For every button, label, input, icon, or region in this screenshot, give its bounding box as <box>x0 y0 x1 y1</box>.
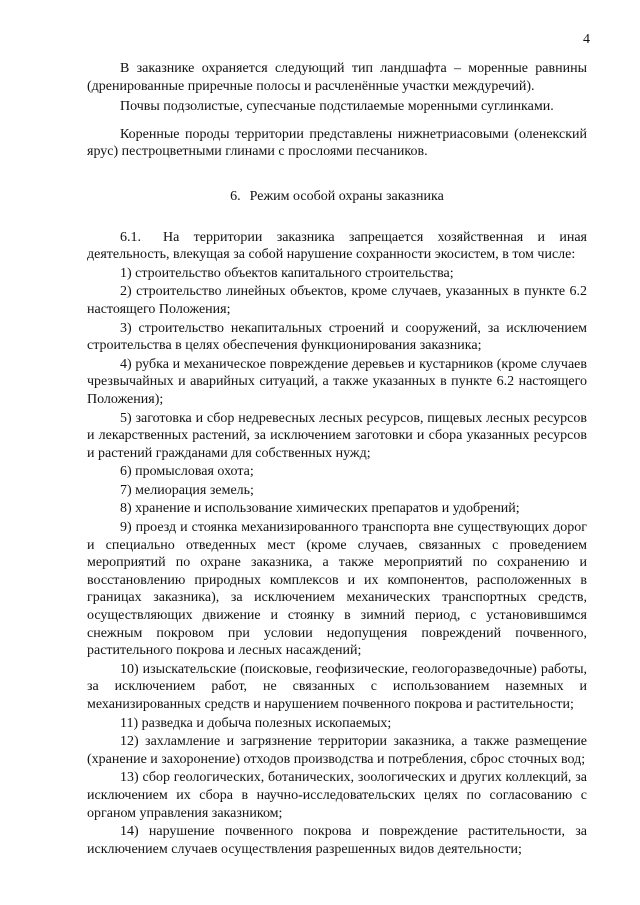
list-item: 1) строительство объектов капитального строительства; <box>120 265 454 281</box>
list-item: 9) проезд и стоянка механизированного транспорта вне существующих дорог и специально отведенных мест (кроме случаев, связанных с проведением мероприятий по охране заказника, а также мероприятий по сохранению и восстановлению природных комплексов и их компонентов, расположенных в границах заказника), за исключением механических транспортных средств, осуществляющих движение и стоянку в зимний период, с установившимся снежным покровом при условии недопущения повреждений почвенного, растительного покрова и лесных насаждений; <box>87 520 587 659</box>
list-item: 3) строительство некапитальных строений и сооружений, за исключением строительства в целях обеспечения функционирования заказника; <box>87 320 587 354</box>
list-item: 4) рубка и механическое повреждение деревьев и кустарников (кроме случаев чрезвычайных и аварийных ситуаций, а также указанных в пункте 6.2 настоящего Положения); <box>87 356 587 407</box>
clause-paragraph <box>87 229 587 264</box>
clause-number: 6.1. <box>120 229 141 245</box>
list-item: 7) мелиорация земель; <box>120 482 254 498</box>
list-item: 2) строительство линейных объектов, кроме случаев, указанных в пункте 6.2 настоящего Положения; <box>87 284 587 317</box>
document-body <box>87 60 587 858</box>
intro-paragraph-landscape: В заказнике охраняется следующий тип ландшафта – моренные равнины (дренированные приречные полосы и расчленённые участки междуречий). <box>87 61 587 94</box>
section-number: 6. <box>230 188 241 204</box>
list-item: 14) нарушение почвенного покрова и повреждение растительности, за исключением случаев осуществления разрешенных видов деятельности; <box>87 824 587 857</box>
intro-paragraph-bedrock: Коренные породы территории представлены нижнетриасовыми (оленекский ярус) пестроцветными глинами с прослоями песчаников. <box>87 126 587 160</box>
page-number: 4 <box>583 32 590 47</box>
list-item: 10) изыскательские (поисковые, геофизические, геологоразведочные) работы, за исключением работ, не связанных с использованием наземных и механизированных средств и нарушением почвенного покрова и растительности; <box>87 661 587 712</box>
section-title: Режим особой охраны заказника <box>249 188 444 204</box>
list-item: 8) хранение и использование химических препаратов и удобрений; <box>120 501 520 517</box>
list-item: 13) сбор геологических, ботанических, зоологических и других коллекций, за исключением их сбора в научно-исследовательских целях по согласованию с органом управления заказником; <box>87 770 587 821</box>
list-item: 5) заготовка и сбор недревесных лесных ресурсов, пищевых лесных ресурсов и лекарственных растений, за исключением заготовки и сбора указанных ресурсов и растений гражданами для собственных нужд; <box>87 410 587 461</box>
list-item: 12) захламление и загрязнение территории заказника, а также размещение (хранение и захоронение) отходов производства и потребления, сброс сточных вод; <box>87 734 587 767</box>
section-heading <box>87 188 587 206</box>
intro-paragraph-soils: Почвы подзолистые, супесчаные подстилаемые моренными суглинками. <box>120 99 554 115</box>
prohibited-activities-list <box>87 265 587 859</box>
list-item: 6) промысловая охота; <box>120 464 254 480</box>
clause-text: На территории заказника запрещается хозяйственная и иная деятельность, влекущая за собой нарушение сохранности экосистем, в том числе: <box>87 229 587 263</box>
list-item: 11) разведка и добыча полезных ископаемых; <box>120 715 392 731</box>
